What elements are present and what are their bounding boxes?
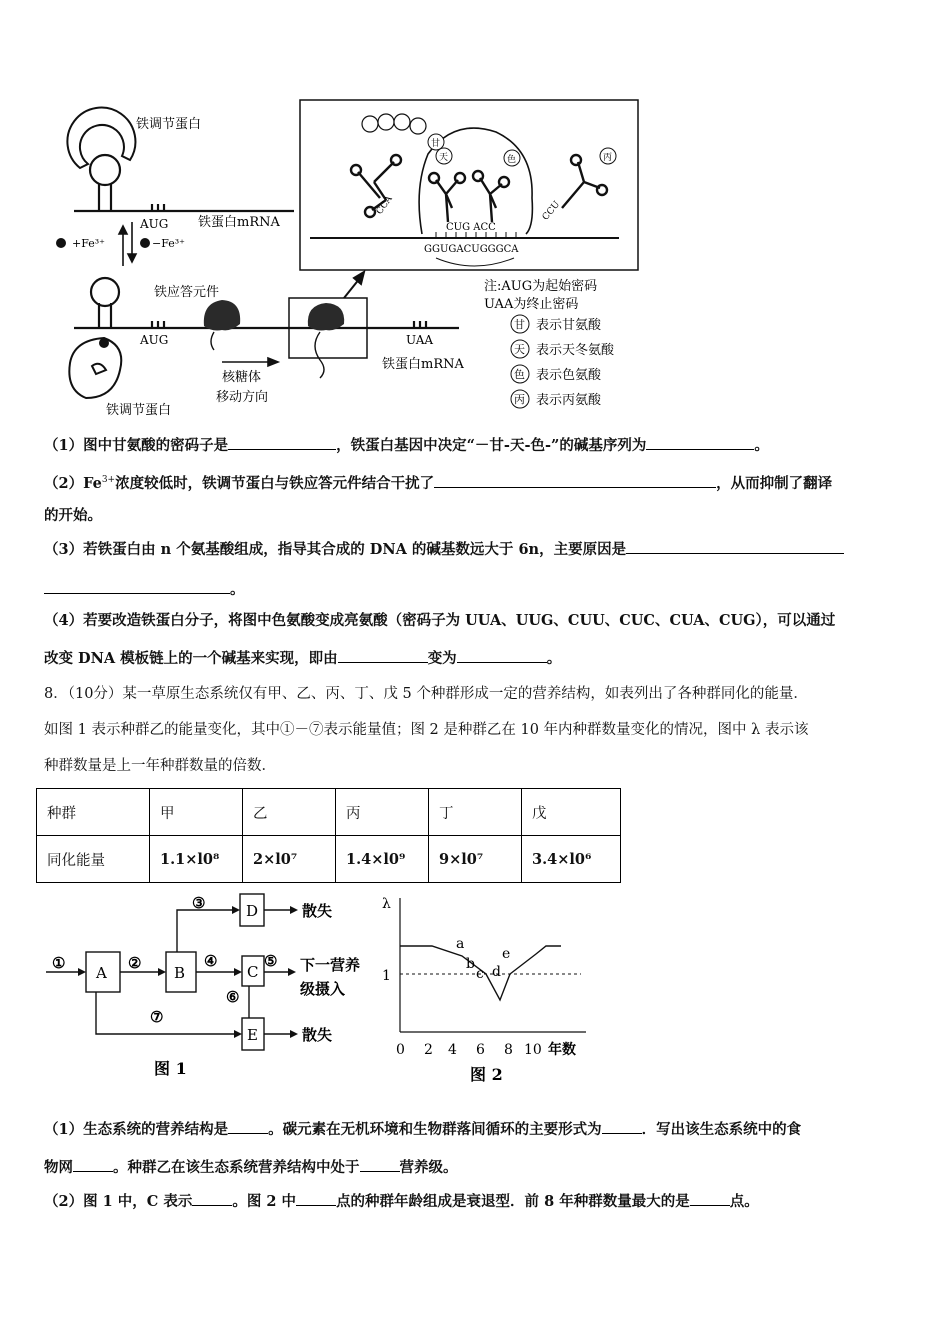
svg-text:色: 色 (514, 368, 525, 381)
table-cell: 3.4×l0⁶ (522, 836, 621, 883)
inset-peptide-chain (362, 114, 426, 134)
node-d: D (246, 902, 259, 920)
inset-anticodons: CUG ACC (446, 222, 496, 233)
flow-num: ② (128, 954, 142, 972)
answer-blank[interactable] (44, 579, 230, 594)
q7-part4-cont: 改变 DNA 模板链上的一个碱基来实现，即由 变为 。 (44, 650, 562, 667)
flow-num: ⑥ (226, 988, 240, 1006)
answer-blank[interactable] (646, 435, 754, 450)
energy-flow-diagram (44, 888, 384, 1084)
reversible-arrow-icon (119, 222, 136, 266)
x-tick: 4 (448, 1042, 457, 1058)
answer-blank[interactable] (434, 473, 716, 488)
q8-part1: （1）生态系统的营养结构是 。碳元素在无机环境和生物群落间循环的主要形式为 ．写出该生态系统中的食 (44, 1121, 802, 1138)
inset-mrna-sequence: GGUGACUGGGCA (424, 244, 519, 255)
trna-right-icon (562, 155, 607, 208)
table-row (37, 789, 621, 836)
q7-part3-cont: 。 (44, 572, 910, 608)
answer-blank[interactable] (228, 435, 336, 450)
label-next-level-2: 级摄入 (300, 980, 346, 998)
trna-gan-label: 甘 (431, 139, 441, 149)
svg-text:丙: 丙 (514, 393, 525, 406)
y-tick-one: 1 (382, 968, 391, 984)
label-e-loss: 散失 (302, 1026, 333, 1044)
label-uaa: UAA (406, 333, 434, 347)
node-c: C (247, 963, 259, 981)
trna-se-icon (473, 171, 509, 222)
ribosome-icon-2 (308, 303, 344, 378)
point-label-e: e (502, 946, 511, 962)
label-next-level-1: 下一营养 (300, 956, 361, 974)
answer-blank[interactable] (338, 648, 428, 663)
label-iron-reg-protein-bottom: 铁调节蛋白 (106, 403, 172, 418)
answer-blank[interactable] (690, 1191, 730, 1206)
table-cell: 9×l0⁷ (429, 836, 522, 883)
answer-blank[interactable] (457, 648, 547, 663)
zoom-arrow-icon (344, 272, 364, 298)
answer-blank[interactable] (626, 539, 844, 554)
table-cell: 种群 (37, 789, 150, 836)
note-item (511, 365, 602, 383)
y-axis-label: λ (382, 896, 391, 912)
fig1-caption: 图 1 (154, 1059, 187, 1078)
answer-blank[interactable] (602, 1119, 642, 1134)
point-label-a: a (456, 936, 465, 952)
label-ferritin-mrna-bottom: 铁蛋白mRNA (382, 357, 464, 372)
flow-num: ① (52, 954, 66, 972)
q8-intro-2: 如图 1 表示种群乙的能量变化，其中①－⑦表示能量值；图 2 是种群乙在 10 年内种群数量变化的情况，图中 λ 表示该 (44, 722, 809, 738)
table-cell: 1.1×l0⁸ (150, 836, 243, 883)
trna-tian-label: 天 (439, 153, 449, 163)
label-aug-top: AUG (140, 217, 169, 231)
note-line-2: UAA为终止密码 (484, 297, 579, 312)
label-plus-fe: +Fe³⁺ (72, 237, 105, 250)
label-ferritin-mrna-top: 铁蛋白mRNA (198, 215, 280, 230)
table-cell: 丁 (429, 789, 522, 836)
answer-blank[interactable] (296, 1191, 336, 1206)
x-axis-unit: 年数 (548, 1042, 576, 1058)
q7-part2-cont: 的开始。 (44, 507, 102, 524)
q8-intro-1: 8．（10分）某一草原生态系统仅有甲、乙、丙、丁、戊 5 个种群形成一定的营养结构，如表列出了各种群同化的能量． (44, 686, 808, 702)
table-cell: 戊 (522, 789, 621, 836)
svg-text:天: 天 (514, 343, 525, 356)
x-tick: 6 (476, 1042, 485, 1058)
svg-text:甘: 甘 (514, 318, 525, 331)
answer-blank[interactable] (228, 1119, 268, 1134)
table-cell: 1.4×l0⁹ (336, 836, 429, 883)
x-tick: 8 (504, 1042, 513, 1058)
fe-dot-icon (56, 238, 66, 248)
label-iron-reg-protein-top: 铁调节蛋白 (136, 117, 202, 132)
lambda-chart (376, 888, 606, 1088)
point-label-b: b (466, 956, 475, 972)
flow-num: ④ (204, 952, 218, 970)
iron-regulatory-protein-top (67, 108, 135, 168)
q7-part2: $(2)Fe^{3+}$浓度较低时，铁调节蛋白与铁应答元件结合干扰了 ，从而抑制了翻译 (44, 474, 833, 492)
fig2-caption: 图 2 (470, 1065, 503, 1084)
q7-part1: （1）图中甘氨酸的密码子是 ，铁蛋白基因中决定“－甘-天-色-”的碱基序列为 。 (44, 437, 769, 454)
x-tick: 0 (396, 1042, 405, 1058)
label-iron-response-element: 铁应答元件 (154, 285, 220, 300)
answer-blank[interactable] (360, 1157, 400, 1172)
trna-gan-icon (429, 173, 465, 222)
trna-right-anticodon: CCU (540, 199, 563, 223)
table-cell: 甲 (150, 789, 243, 836)
flow-num: ⑤ (264, 952, 278, 970)
node-b: B (174, 964, 186, 982)
iron-regulatory-protein-bottom (69, 338, 121, 398)
flow-num: ⑦ (150, 1008, 164, 1026)
x-tick: 2 (424, 1042, 433, 1058)
table-cell: 丙 (336, 789, 429, 836)
table-row (37, 836, 621, 883)
label-d-loss: 散失 (302, 902, 333, 920)
ribosome-icon (204, 300, 240, 350)
energy-table (36, 788, 621, 883)
label-minus-fe: −Fe³⁺ (152, 237, 185, 250)
table-cell: 同化能量 (37, 836, 150, 883)
svg-text:表示色氨酸: 表示色氨酸 (536, 368, 602, 383)
inset-arc (436, 258, 514, 266)
label-aug-bottom: AUG (140, 333, 169, 347)
note-line-1: 注:AUG为起始密码 (484, 279, 598, 294)
flow-num: ③ (192, 894, 206, 912)
trna-bing-label: 丙 (603, 153, 613, 163)
fe-dot-icon-2 (140, 238, 150, 248)
answer-blank[interactable] (73, 1157, 113, 1172)
x-tick: 10 (524, 1042, 542, 1058)
q8-intro-3: 种群数量是上一年种群数量的倍数． (44, 758, 276, 774)
table-cell: 乙 (243, 789, 336, 836)
note-item (511, 340, 615, 358)
point-label-c: c (476, 966, 484, 982)
q8-part1-cont: 物网 。种群乙在该生态系统营养结构中处于 营养级。 (44, 1159, 458, 1176)
trna-se-label: 色 (507, 155, 517, 165)
table-cell: 2×l0⁷ (243, 836, 336, 883)
svg-text:表示天冬氨酸: 表示天冬氨酸 (536, 343, 615, 358)
label-ribosome-direction-2: 移动方向 (216, 390, 269, 405)
svg-text:表示丙氨酸: 表示丙氨酸 (536, 393, 602, 408)
node-a: A (96, 964, 107, 982)
node-e: E (247, 1026, 258, 1044)
svg-text:表示甘氨酸: 表示甘氨酸 (536, 318, 602, 333)
mrna-bottom (74, 278, 459, 328)
point-label-d: d (492, 964, 501, 980)
label-ribosome-direction-1: 核糖体 (222, 370, 262, 385)
q7-part3: （3）若铁蛋白由 n 个氨基酸组成，指导其合成的 DNA 的碱基数远大于 6n，主要原因是 (44, 532, 910, 568)
answer-blank[interactable] (192, 1191, 232, 1206)
mrna-top (74, 155, 294, 211)
movement-arrow-icon (222, 358, 278, 366)
trna-left-anticodon: CCA (374, 194, 395, 217)
ferritin-translation-figure (44, 98, 644, 420)
note-item (511, 390, 602, 408)
q8-part2: （2）图 1 中，C 表示 。图 2 中 点的种群年龄组成是衰退型．前 8 年种群数量最大的是 点。 (44, 1193, 759, 1210)
q7-part4: （4）若要改造铁蛋白分子，将图中色氨酸变成亮氨酸（密码子为 UUA、UUG、CUU、CUC、CUA、CUG），可以通过 (44, 612, 836, 629)
note-item (511, 315, 602, 333)
